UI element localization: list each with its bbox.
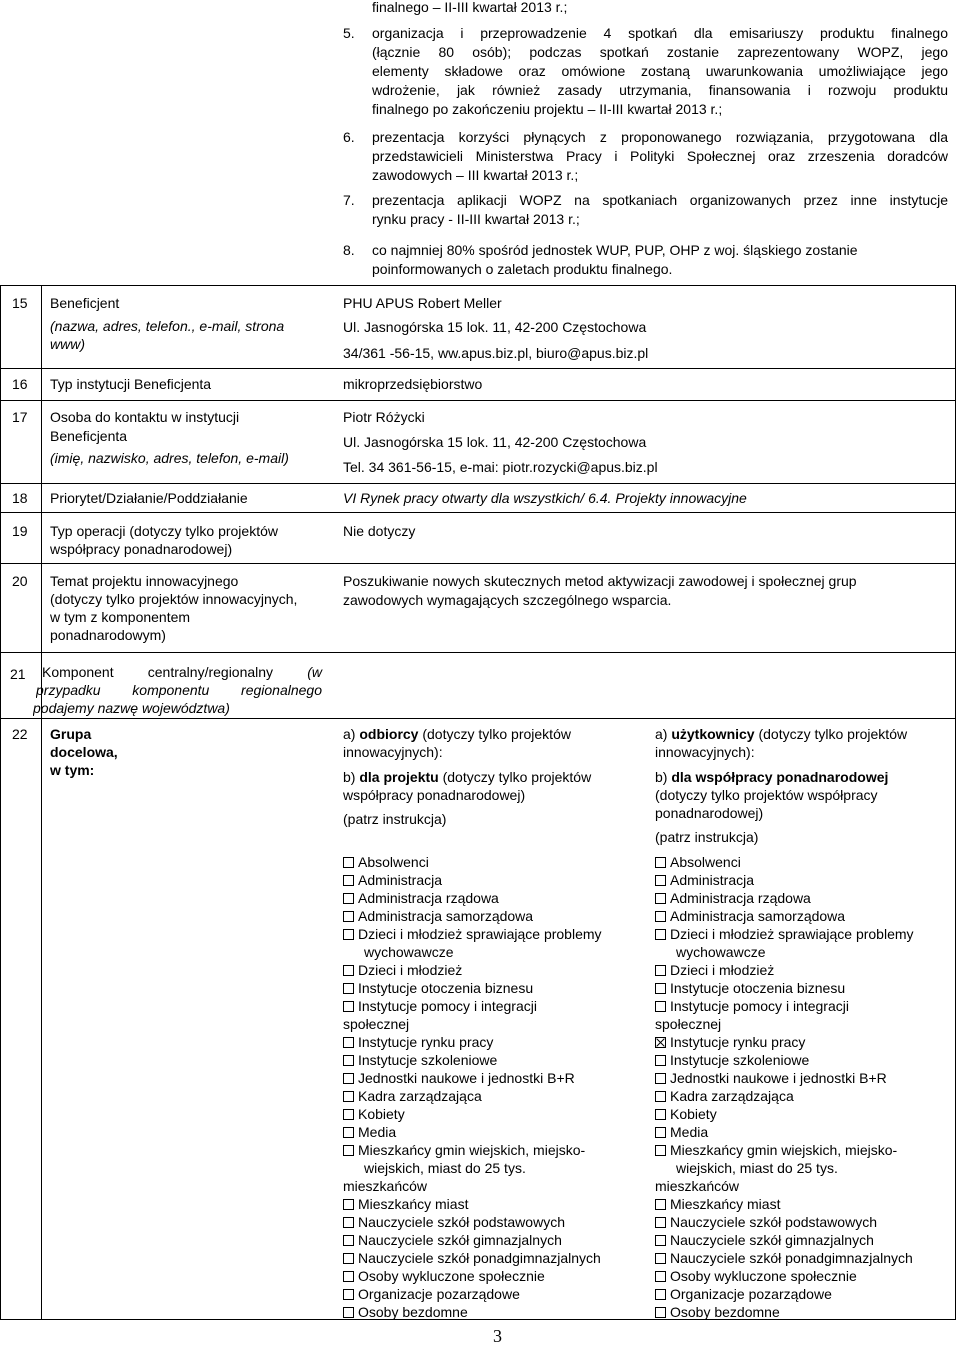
- target-group-option[interactable]: [343, 871, 602, 889]
- checkbox-icon[interactable]: [343, 857, 354, 868]
- target-group-option[interactable]: [343, 853, 602, 871]
- item7-line: rynku pracy - II-III kwartał 2013 r.;: [372, 211, 580, 227]
- checkbox-icon[interactable]: [655, 1253, 666, 1264]
- item6-line: przedstawicieli Ministerstwa Pracy i Polityki Społecznej oraz zrzeszenia doradców: [372, 148, 948, 164]
- target-group-option[interactable]: [655, 871, 914, 889]
- target-group-label: Instytucje otoczenia biznesu: [670, 980, 846, 996]
- target-group-label: Absolwenci: [358, 854, 429, 870]
- field-label: docelowa,: [50, 744, 118, 760]
- target-group-label: Dzieci i młodzież: [358, 962, 463, 978]
- field-hint: ponadnarodowym): [50, 627, 166, 643]
- column-b-header: [655, 725, 907, 743]
- field-label: [50, 522, 278, 540]
- checkbox-icon[interactable]: [343, 1307, 354, 1318]
- checkbox-icon[interactable]: [655, 1271, 666, 1282]
- checkbox-icon[interactable]: [343, 1091, 354, 1102]
- column-b-header: ponadnarodowej): [655, 805, 764, 821]
- target-group-label-continued: mieszkańców: [343, 1178, 428, 1194]
- institution-type: mikroprzedsiębiorstwo: [343, 376, 483, 392]
- target-group-option[interactable]: [655, 1123, 914, 1141]
- row-divider: [0, 285, 956, 286]
- checkbox-icon[interactable]: [343, 1001, 354, 1012]
- field-label: Priorytet/Działanie/Poddziałanie: [50, 490, 248, 506]
- continuation-line: finalnego – II-III kwartał 2013 r.;: [372, 0, 568, 15]
- target-group-label: Osoby wykluczone społecznie: [358, 1268, 545, 1284]
- target-group-option[interactable]: [343, 1231, 602, 1249]
- item5-line: (łącznie 80 osób); podczas spotkań zostanie zaprezentowany WOPZ, jego: [372, 44, 948, 60]
- field-hint: podajemy nazwę województwa): [33, 700, 230, 716]
- checkbox-icon[interactable]: [343, 911, 354, 922]
- target-group-option[interactable]: [655, 907, 914, 925]
- checkbox-icon[interactable]: [655, 1073, 666, 1084]
- target-group-label-continued: wiejskich, miast do 25 tys.: [364, 1160, 526, 1176]
- item5-line: wdrożenie, jak również zasady utrzymania, finansowania i rozwoju produktu: [372, 82, 948, 98]
- target-group-label: Dzieci i młodzież sprawiające problemy: [670, 926, 914, 942]
- target-group-option[interactable]: [655, 997, 914, 1015]
- field-label: Temat projektu innowacyjnego: [50, 573, 239, 589]
- target-group-option[interactable]: [343, 1195, 602, 1213]
- checked-checkbox-icon[interactable]: [655, 1037, 666, 1048]
- target-group-label: Dzieci i młodzież sprawiające problemy: [358, 926, 602, 942]
- number-column-border: [41, 285, 42, 1319]
- item6-line: prezentacja korzyści płynących z proponowanego rozwiązania, przygotowana dla: [372, 129, 948, 145]
- checkbox-icon[interactable]: [655, 1109, 666, 1120]
- list-prefix: b): [655, 769, 668, 785]
- column-b-header: innowacyjnych):: [655, 744, 755, 760]
- checkbox-icon[interactable]: [655, 893, 666, 904]
- target-group-label-continued: społecznej: [655, 1016, 722, 1032]
- target-group-option[interactable]: [655, 1105, 914, 1123]
- field-label: Grupa: [50, 726, 92, 742]
- operation-type-value: Nie dotyczy: [343, 523, 416, 539]
- target-group-option[interactable]: [655, 1249, 914, 1267]
- field-hint: (nazwa, adres, telefon., e-mail, strona: [50, 318, 285, 334]
- item5-line: finalnego po zakończeniu projektu – II-III kwartał 2013 r.;: [372, 101, 723, 117]
- checkbox-icon[interactable]: [655, 911, 666, 922]
- target-group-label-continued: wychowawcze: [676, 944, 766, 960]
- column-a-header: współpracy ponadnarodowej): [343, 787, 526, 803]
- item8-line: poinformowanych o zaletach produktu finalnego.: [372, 261, 673, 277]
- item7-line: prezentacja aplikacji WOPZ na spotkaniach organizowanych przez inne instytucje: [372, 192, 948, 208]
- target-group-option[interactable]: [655, 1303, 914, 1321]
- target-group-label: Osoby bezdomne: [358, 1304, 468, 1320]
- checkbox-icon[interactable]: [343, 1127, 354, 1138]
- checkbox-icon[interactable]: [655, 1091, 666, 1102]
- checkbox-icon[interactable]: [655, 1289, 666, 1300]
- target-group-option[interactable]: [655, 1069, 914, 1087]
- target-group-label: Administracja samorządowa: [358, 908, 534, 924]
- target-group-option[interactable]: [655, 1051, 914, 1069]
- header-bold: użytkownicy: [671, 726, 755, 742]
- header-hint: (dotyczy tylko projektów: [422, 726, 571, 742]
- field-label: Beneficjent: [50, 295, 120, 311]
- item8-line: co najmniej 80% spośród jednostek WUP, PUP, OHP z woj. śląskiego zostanie: [372, 242, 858, 258]
- target-group-label: Administracja: [358, 872, 443, 888]
- contact-name: Piotr Różycki: [343, 409, 425, 425]
- column-b-header: (dotyczy tylko projektów współpracy: [655, 787, 878, 803]
- target-group-label: Mieszkańcy miast: [670, 1196, 781, 1212]
- checkbox-icon[interactable]: [655, 1199, 666, 1210]
- target-group-label: Instytucje rynku pracy: [670, 1034, 806, 1050]
- target-group-option[interactable]: [343, 925, 602, 943]
- header-bold: dla współpracy ponadnarodowej: [671, 769, 889, 785]
- target-group-label: Nauczyciele szkół gimnazjalnych: [670, 1232, 874, 1248]
- target-group-option[interactable]: [343, 1303, 602, 1321]
- page-number: 3: [493, 1326, 502, 1346]
- row-number: 21: [10, 666, 26, 682]
- row-number: 15: [12, 295, 28, 311]
- checkbox-icon[interactable]: [655, 1235, 666, 1246]
- checkbox-icon[interactable]: [343, 893, 354, 904]
- target-group-label: Organizacje pozarządowe: [670, 1286, 832, 1302]
- row-divider: [0, 718, 956, 719]
- target-group-label: Instytucje szkoleniowe: [670, 1052, 810, 1068]
- target-group-option[interactable]: [343, 1087, 602, 1105]
- checkbox-icon[interactable]: [343, 929, 354, 940]
- item-number: 8.: [343, 242, 355, 258]
- list-prefix: a): [343, 726, 356, 742]
- checkbox-icon[interactable]: [655, 875, 666, 886]
- target-group-label: Instytucje szkoleniowe: [358, 1052, 498, 1068]
- row-divider: [0, 368, 956, 369]
- target-group-label: Administracja samorządowa: [670, 908, 846, 924]
- row-number: 20: [12, 573, 28, 589]
- field-label: w tym:: [50, 762, 95, 778]
- target-group-label: Media: [358, 1124, 397, 1140]
- row-number: 22: [12, 726, 28, 742]
- header-hint: (dotyczy tylko projektów: [442, 769, 592, 785]
- target-group-label: Mieszkańcy gmin wiejskich, miejsko-: [670, 1142, 898, 1158]
- field-hint: przypadku komponentu regionalnego: [36, 682, 322, 698]
- project-topic-line: Poszukiwanie nowych skutecznych metod aktywizacji zawodowej i społecznej grup: [343, 573, 857, 589]
- target-group-label: Nauczyciele szkół gimnazjalnych: [358, 1232, 562, 1248]
- target-group-option[interactable]: [343, 1267, 602, 1285]
- checkbox-icon[interactable]: [343, 1037, 354, 1048]
- project-topic-line: zawodowych wymagających szczególnego wsparcia.: [343, 592, 672, 608]
- target-group-label-continued: mieszkańców: [655, 1178, 740, 1194]
- field-hint: w tym z komponentem: [50, 609, 191, 625]
- target-group-option[interactable]: [343, 1069, 602, 1087]
- target-group-label: Instytucje pomocy i integracji: [670, 998, 849, 1014]
- checkbox-icon[interactable]: [343, 983, 354, 994]
- target-group-option[interactable]: [343, 1033, 602, 1051]
- beneficiary-contact: 34/361 -56-15, ww.apus.biz.pl, biuro@apus.biz.pl: [343, 345, 649, 361]
- field-label-bold: centralny/regionalny: [147, 664, 274, 680]
- target-group-label: Nauczyciele szkół ponadgimnazjalnych: [670, 1250, 913, 1266]
- target-group-option[interactable]: [343, 1051, 602, 1069]
- beneficiary-address: Ul. Jasnogórska 15 lok. 11, 42-200 Częstochowa: [343, 319, 647, 335]
- target-group-option[interactable]: [655, 1033, 914, 1051]
- target-group-label-continued: wychowawcze: [364, 944, 454, 960]
- target-group-option[interactable]: [655, 889, 914, 907]
- header-bold: odbiorcy: [359, 726, 419, 742]
- column-a-header: [343, 768, 591, 786]
- target-group-option[interactable]: [655, 961, 914, 979]
- target-group-option[interactable]: [343, 979, 602, 997]
- checkbox-icon[interactable]: [343, 1199, 354, 1210]
- row-divider: [0, 400, 956, 401]
- target-group-label: Administracja rządowa: [358, 890, 499, 906]
- column-b-header: [655, 768, 888, 786]
- target-group-label: Instytucje pomocy i integracji: [358, 998, 537, 1014]
- checkbox-icon[interactable]: [343, 1235, 354, 1246]
- target-group-label: Nauczyciele szkół podstawowych: [358, 1214, 565, 1230]
- target-group-label: Instytucje otoczenia biznesu: [358, 980, 534, 996]
- checkbox-icon[interactable]: [343, 1109, 354, 1120]
- row-divider: [0, 483, 956, 484]
- target-group-label: Administracja rządowa: [670, 890, 811, 906]
- target-group-label: Instytucje rynku pracy: [358, 1034, 494, 1050]
- target-group-label: Osoby wykluczone społecznie: [670, 1268, 857, 1284]
- checkbox-icon[interactable]: [655, 1127, 666, 1138]
- target-group-option[interactable]: [343, 889, 602, 907]
- checkbox-icon[interactable]: [343, 1289, 354, 1300]
- target-group-label: Kadra zarządzająca: [670, 1088, 794, 1104]
- item-number: 7.: [343, 192, 355, 208]
- column-a-note: (patrz instrukcja): [343, 811, 447, 827]
- target-group-option[interactable]: [343, 1213, 602, 1231]
- row-number: 16: [12, 376, 28, 392]
- target-group-option[interactable]: [655, 1267, 914, 1285]
- checkbox-icon[interactable]: [655, 965, 666, 976]
- target-group-label: Administracja: [670, 872, 755, 888]
- row-number: 19: [12, 523, 28, 539]
- target-group-option[interactable]: [655, 979, 914, 997]
- checkbox-icon[interactable]: [343, 875, 354, 886]
- field-hint: (w: [307, 664, 322, 680]
- checkbox-icon[interactable]: [655, 929, 666, 940]
- checkbox-icon[interactable]: [343, 1217, 354, 1228]
- field-hint: współpracy ponadnarodowej): [50, 541, 233, 557]
- row-number: 17: [12, 409, 28, 425]
- checkbox-icon[interactable]: [343, 1055, 354, 1066]
- target-group-option[interactable]: [655, 1141, 914, 1159]
- field-hint: (imię, nazwisko, adres, telefon, e-mail): [50, 450, 289, 466]
- table-border: [0, 285, 1, 1319]
- item-number: 5.: [343, 25, 355, 41]
- target-group-option[interactable]: [343, 1249, 602, 1267]
- checkbox-icon[interactable]: [655, 983, 666, 994]
- target-group-label: Jednostki naukowe i jednostki B+R: [358, 1070, 575, 1086]
- target-group-option[interactable]: [343, 961, 602, 979]
- contact-phone-email: Tel. 34 361-56-15, e-mai: piotr.rozycki@apus.biz.pl: [343, 459, 658, 475]
- target-group-option[interactable]: [343, 997, 602, 1015]
- field-label: Beneficjenta: [50, 428, 128, 444]
- item5-line: organizacja i przeprowadzenie 4 spotkań dla emisariuszy produktu finalnego: [372, 25, 948, 41]
- item-number: 6.: [343, 129, 355, 145]
- target-group-label: Nauczyciele szkół ponadgimnazjalnych: [358, 1250, 601, 1266]
- target-group-label-continued: społecznej: [343, 1016, 410, 1032]
- target-group-label: Kobiety: [358, 1106, 405, 1122]
- target-group-option[interactable]: [655, 1087, 914, 1105]
- row-divider: [0, 512, 956, 513]
- table-border: [955, 285, 956, 1319]
- header-hint: (dotyczy tylko projektów: [758, 726, 908, 742]
- checkbox-icon[interactable]: [343, 1073, 354, 1084]
- field-label-bold: Typ operacji: [50, 523, 126, 539]
- checkbox-icon[interactable]: [343, 1253, 354, 1264]
- checkbox-icon[interactable]: [655, 857, 666, 868]
- target-group-list-a: [343, 853, 602, 1321]
- target-group-option[interactable]: [343, 1285, 602, 1303]
- field-label: [42, 663, 322, 681]
- target-group-label: Mieszkańcy miast: [358, 1196, 469, 1212]
- checkbox-icon[interactable]: [655, 1307, 666, 1318]
- target-group-option[interactable]: [655, 925, 914, 943]
- row-number: 18: [12, 490, 28, 506]
- list-prefix: b): [343, 769, 356, 785]
- target-group-option[interactable]: [655, 1231, 914, 1249]
- field-label-bold: Komponent: [42, 664, 114, 680]
- row-divider: [0, 652, 956, 653]
- column-b-note: (patrz instrukcja): [655, 829, 759, 845]
- checkbox-icon[interactable]: [343, 1271, 354, 1282]
- checkbox-icon[interactable]: [655, 1001, 666, 1012]
- target-group-label: Absolwenci: [670, 854, 741, 870]
- target-group-option[interactable]: [655, 1213, 914, 1231]
- target-group-option[interactable]: [655, 1285, 914, 1303]
- header-bold: dla projektu: [359, 769, 439, 785]
- target-group-label: Organizacje pozarządowe: [358, 1286, 520, 1302]
- priority-value: VI Rynek pracy otwarty dla wszystkich/ 6.4. Projekty innowacyjne: [343, 490, 747, 506]
- checkbox-icon[interactable]: [655, 1217, 666, 1228]
- target-group-list-b: [655, 853, 914, 1321]
- target-group-label: Kobiety: [670, 1106, 717, 1122]
- target-group-label: Osoby bezdomne: [670, 1304, 780, 1320]
- target-group-option[interactable]: [655, 1195, 914, 1213]
- target-group-label: Mieszkańcy gmin wiejskich, miejsko-: [358, 1142, 586, 1158]
- contact-address: Ul. Jasnogórska 15 lok. 11, 42-200 Częstochowa: [343, 434, 647, 450]
- target-group-option[interactable]: [343, 907, 602, 925]
- checkbox-icon[interactable]: [655, 1145, 666, 1156]
- checkbox-icon[interactable]: [655, 1055, 666, 1066]
- field-hint: www): [50, 336, 85, 352]
- row-divider: [0, 563, 956, 564]
- list-prefix: a): [655, 726, 668, 742]
- target-group-label: Dzieci i młodzież: [670, 962, 775, 978]
- field-hint: (dotyczy tylko projektów innowacyjnych,: [50, 591, 298, 607]
- field-label: Osoba do kontaktu w instytucji: [50, 409, 240, 425]
- column-a-header: [343, 725, 571, 743]
- target-group-label: Kadra zarządzająca: [358, 1088, 482, 1104]
- item6-line: zawodowych – III kwartał 2013 r.;: [372, 167, 579, 183]
- column-a-header: innowacyjnych):: [343, 744, 443, 760]
- beneficiary-name: PHU APUS Robert Meller: [343, 295, 502, 311]
- target-group-label-continued: wiejskich, miast do 25 tys.: [676, 1160, 838, 1176]
- target-group-option[interactable]: [343, 1105, 602, 1123]
- target-group-label: Nauczyciele szkół podstawowych: [670, 1214, 877, 1230]
- target-group-option[interactable]: [343, 1141, 602, 1159]
- field-label: Typ instytucji Beneficjenta: [50, 376, 212, 392]
- target-group-label: Media: [670, 1124, 709, 1140]
- checkbox-icon[interactable]: [343, 1145, 354, 1156]
- checkbox-icon[interactable]: [343, 965, 354, 976]
- target-group-option[interactable]: [655, 853, 914, 871]
- target-group-option[interactable]: [343, 1123, 602, 1141]
- field-hint: (dotyczy tylko projektów: [129, 523, 278, 539]
- item5-line: elementy składowe oraz omówione zostaną uwarunkowania umożliwiające jego: [372, 63, 948, 79]
- target-group-label: Jednostki naukowe i jednostki B+R: [670, 1070, 887, 1086]
